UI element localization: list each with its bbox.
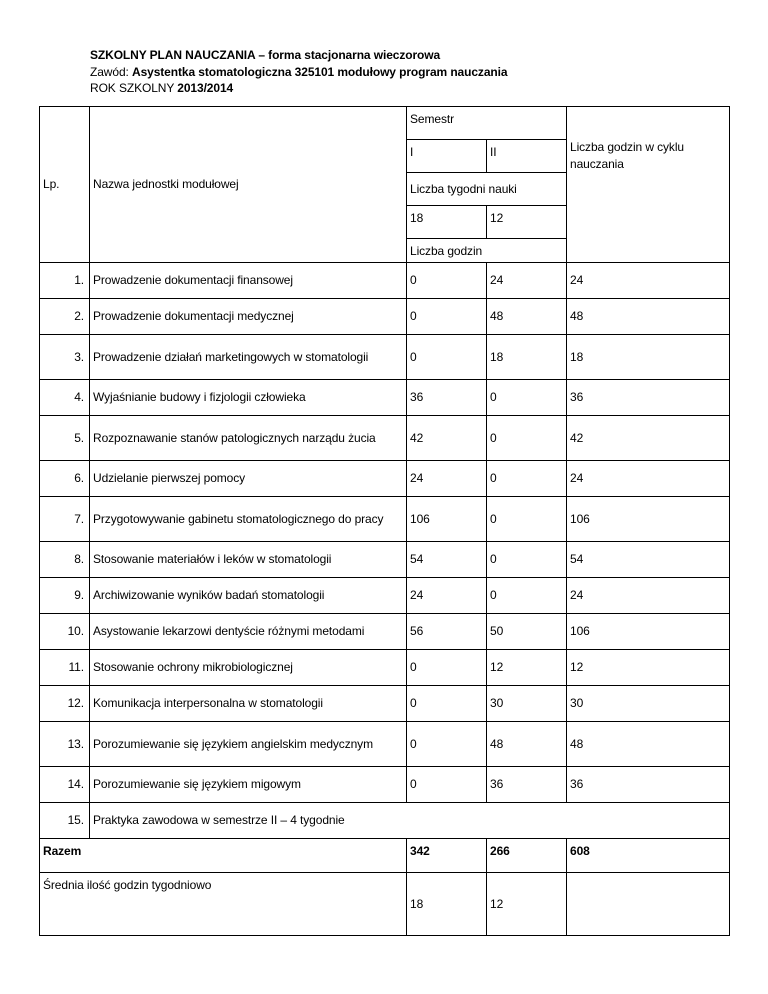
row-lp: 12.: [40, 686, 90, 722]
weeks-sem-i: 18: [407, 206, 487, 239]
row-name: Prowadzenie działań marketingowych w stomatologii: [90, 335, 407, 380]
row-total: 36: [567, 380, 730, 416]
row-lp: 5.: [40, 416, 90, 461]
col-header-sem-ii: II: [487, 140, 567, 173]
table-row: [40, 767, 730, 803]
row-sem-i: 0: [407, 722, 487, 767]
col-header-lp: Lp.: [40, 107, 90, 263]
row-name: Asystowanie lekarzowi dentyście różnymi metodami: [90, 614, 407, 650]
razem-total: 608: [567, 839, 730, 873]
avg-sem-ii: 12: [487, 873, 567, 936]
row-lp: 10.: [40, 614, 90, 650]
hours-label: Liczba godzin: [407, 239, 567, 263]
table-row: [40, 497, 730, 542]
table-row: [40, 263, 730, 299]
col-header-sem-i: I: [407, 140, 487, 173]
table-row: [40, 542, 730, 578]
table-row: [40, 614, 730, 650]
row-sem-ii: 0: [487, 578, 567, 614]
row-sem-i: 42: [407, 416, 487, 461]
curriculum-table: [39, 106, 730, 936]
razem-sem-ii: 266: [487, 839, 567, 873]
school-year-value: 2013/2014: [177, 81, 234, 95]
row-sem-i: 56: [407, 614, 487, 650]
col-header-name: Nazwa jednostki modułowej: [90, 107, 407, 263]
header-row-semestr: [40, 107, 730, 140]
weeks-sem-ii: 12: [487, 206, 567, 239]
row-sem-i: 24: [407, 578, 487, 614]
row-lp: 7.: [40, 497, 90, 542]
profession-value: Asystentka stomatologiczna 325101 modułowy program nauczania: [132, 64, 508, 79]
profession-prefix: Zawód:: [90, 64, 132, 79]
school-year-line: [90, 80, 507, 97]
row-lp: 3.: [40, 335, 90, 380]
table-row: [40, 650, 730, 686]
row-sem-ii: 48: [487, 299, 567, 335]
row-name: Rozpoznawanie stanów patologicznych narządu żucia: [90, 416, 407, 461]
row-total: 30: [567, 686, 730, 722]
row-lp: 2.: [40, 299, 90, 335]
weeks-label: Liczba tygodni nauki: [407, 173, 567, 206]
row-lp: 13.: [40, 722, 90, 767]
table-row-avg: [40, 873, 730, 936]
row-name: Komunikacja interpersonalna w stomatologii: [90, 686, 407, 722]
row-sem-i: 0: [407, 299, 487, 335]
row-name: Prowadzenie dokumentacji medycznej: [90, 299, 407, 335]
row-name: Stosowanie materiałów i leków w stomatologii: [90, 542, 407, 578]
table-row: [40, 686, 730, 722]
row-sem-ii: 0: [487, 461, 567, 497]
row-sem-ii: 0: [487, 380, 567, 416]
row-sem-i: 24: [407, 461, 487, 497]
table-row: [40, 461, 730, 497]
razem-label: Razem: [40, 839, 407, 873]
col-header-semestr: Semestr: [407, 107, 567, 140]
row-sem-ii: 0: [487, 497, 567, 542]
row-sem-i: 106: [407, 497, 487, 542]
module-rows: [40, 263, 730, 803]
school-year-prefix: ROK SZKOLNY: [90, 81, 178, 95]
row-name: Porozumiewanie się językiem angielskim medycznym: [90, 722, 407, 767]
row-sem-ii: 18: [487, 335, 567, 380]
row-lp: 8.: [40, 542, 90, 578]
row-sem-ii: 0: [487, 416, 567, 461]
row-lp: 9.: [40, 578, 90, 614]
col-header-total: Liczba godzin w cyklu nauczania: [567, 107, 730, 263]
table-row: [40, 380, 730, 416]
row-15-name: Praktyka zawodowa w semestrze II – 4 tygodnie: [90, 803, 730, 839]
row-sem-ii: 50: [487, 614, 567, 650]
row-name: Archiwizowanie wyników badań stomatologii: [90, 578, 407, 614]
row-total: 36: [567, 767, 730, 803]
razem-sem-i: 342: [407, 839, 487, 873]
row-lp: 6.: [40, 461, 90, 497]
row-total: 48: [567, 299, 730, 335]
row-total: 24: [567, 263, 730, 299]
row-lp: 11.: [40, 650, 90, 686]
row-name: Wyjaśnianie budowy i fizjologii człowieka: [90, 380, 407, 416]
row-sem-i: 0: [407, 263, 487, 299]
row-sem-ii: 0: [487, 542, 567, 578]
table-row: [40, 416, 730, 461]
row-sem-ii: 24: [487, 263, 567, 299]
table-row-15: [40, 803, 730, 839]
row-total: 24: [567, 578, 730, 614]
row-sem-i: 0: [407, 767, 487, 803]
summary-rows: [40, 803, 730, 936]
row-name: Udzielanie pierwszej pomocy: [90, 461, 407, 497]
row-total: 54: [567, 542, 730, 578]
row-sem-i: 36: [407, 380, 487, 416]
row-total: 106: [567, 497, 730, 542]
row-lp: 14.: [40, 767, 90, 803]
curriculum-table-body: [40, 107, 730, 263]
document-header: [90, 47, 507, 97]
row-sem-ii: 48: [487, 722, 567, 767]
row-total: 18: [567, 335, 730, 380]
row-total: 106: [567, 614, 730, 650]
document-title: SZKOLNY PLAN NAUCZANIA – forma stacjonarna wieczorowa: [90, 48, 441, 62]
row-total: 24: [567, 461, 730, 497]
row-sem-i: 0: [407, 335, 487, 380]
avg-sem-i: 18: [407, 873, 487, 936]
row-total: 42: [567, 416, 730, 461]
row-sem-ii: 30: [487, 686, 567, 722]
row-total: 12: [567, 650, 730, 686]
row-sem-i: 0: [407, 650, 487, 686]
table-row: [40, 299, 730, 335]
table-row: [40, 722, 730, 767]
row-lp: 1.: [40, 263, 90, 299]
avg-total: [567, 873, 730, 936]
row-name: Przygotowywanie gabinetu stomatologicznego do pracy: [90, 497, 407, 542]
profession-line: [90, 64, 507, 81]
table-row: [40, 578, 730, 614]
row-name: Stosowanie ochrony mikrobiologicznej: [90, 650, 407, 686]
row-total: 48: [567, 722, 730, 767]
row-name: Prowadzenie dokumentacji finansowej: [90, 263, 407, 299]
avg-label: Średnia ilość godzin tygodniowo: [40, 873, 407, 936]
row-sem-ii: 12: [487, 650, 567, 686]
table-row-razem: [40, 839, 730, 873]
row-lp: 4.: [40, 380, 90, 416]
row-sem-ii: 36: [487, 767, 567, 803]
row-15-lp: 15.: [40, 803, 90, 839]
table-row: [40, 335, 730, 380]
row-name: Porozumiewanie się językiem migowym: [90, 767, 407, 803]
row-sem-i: 0: [407, 686, 487, 722]
row-sem-i: 54: [407, 542, 487, 578]
